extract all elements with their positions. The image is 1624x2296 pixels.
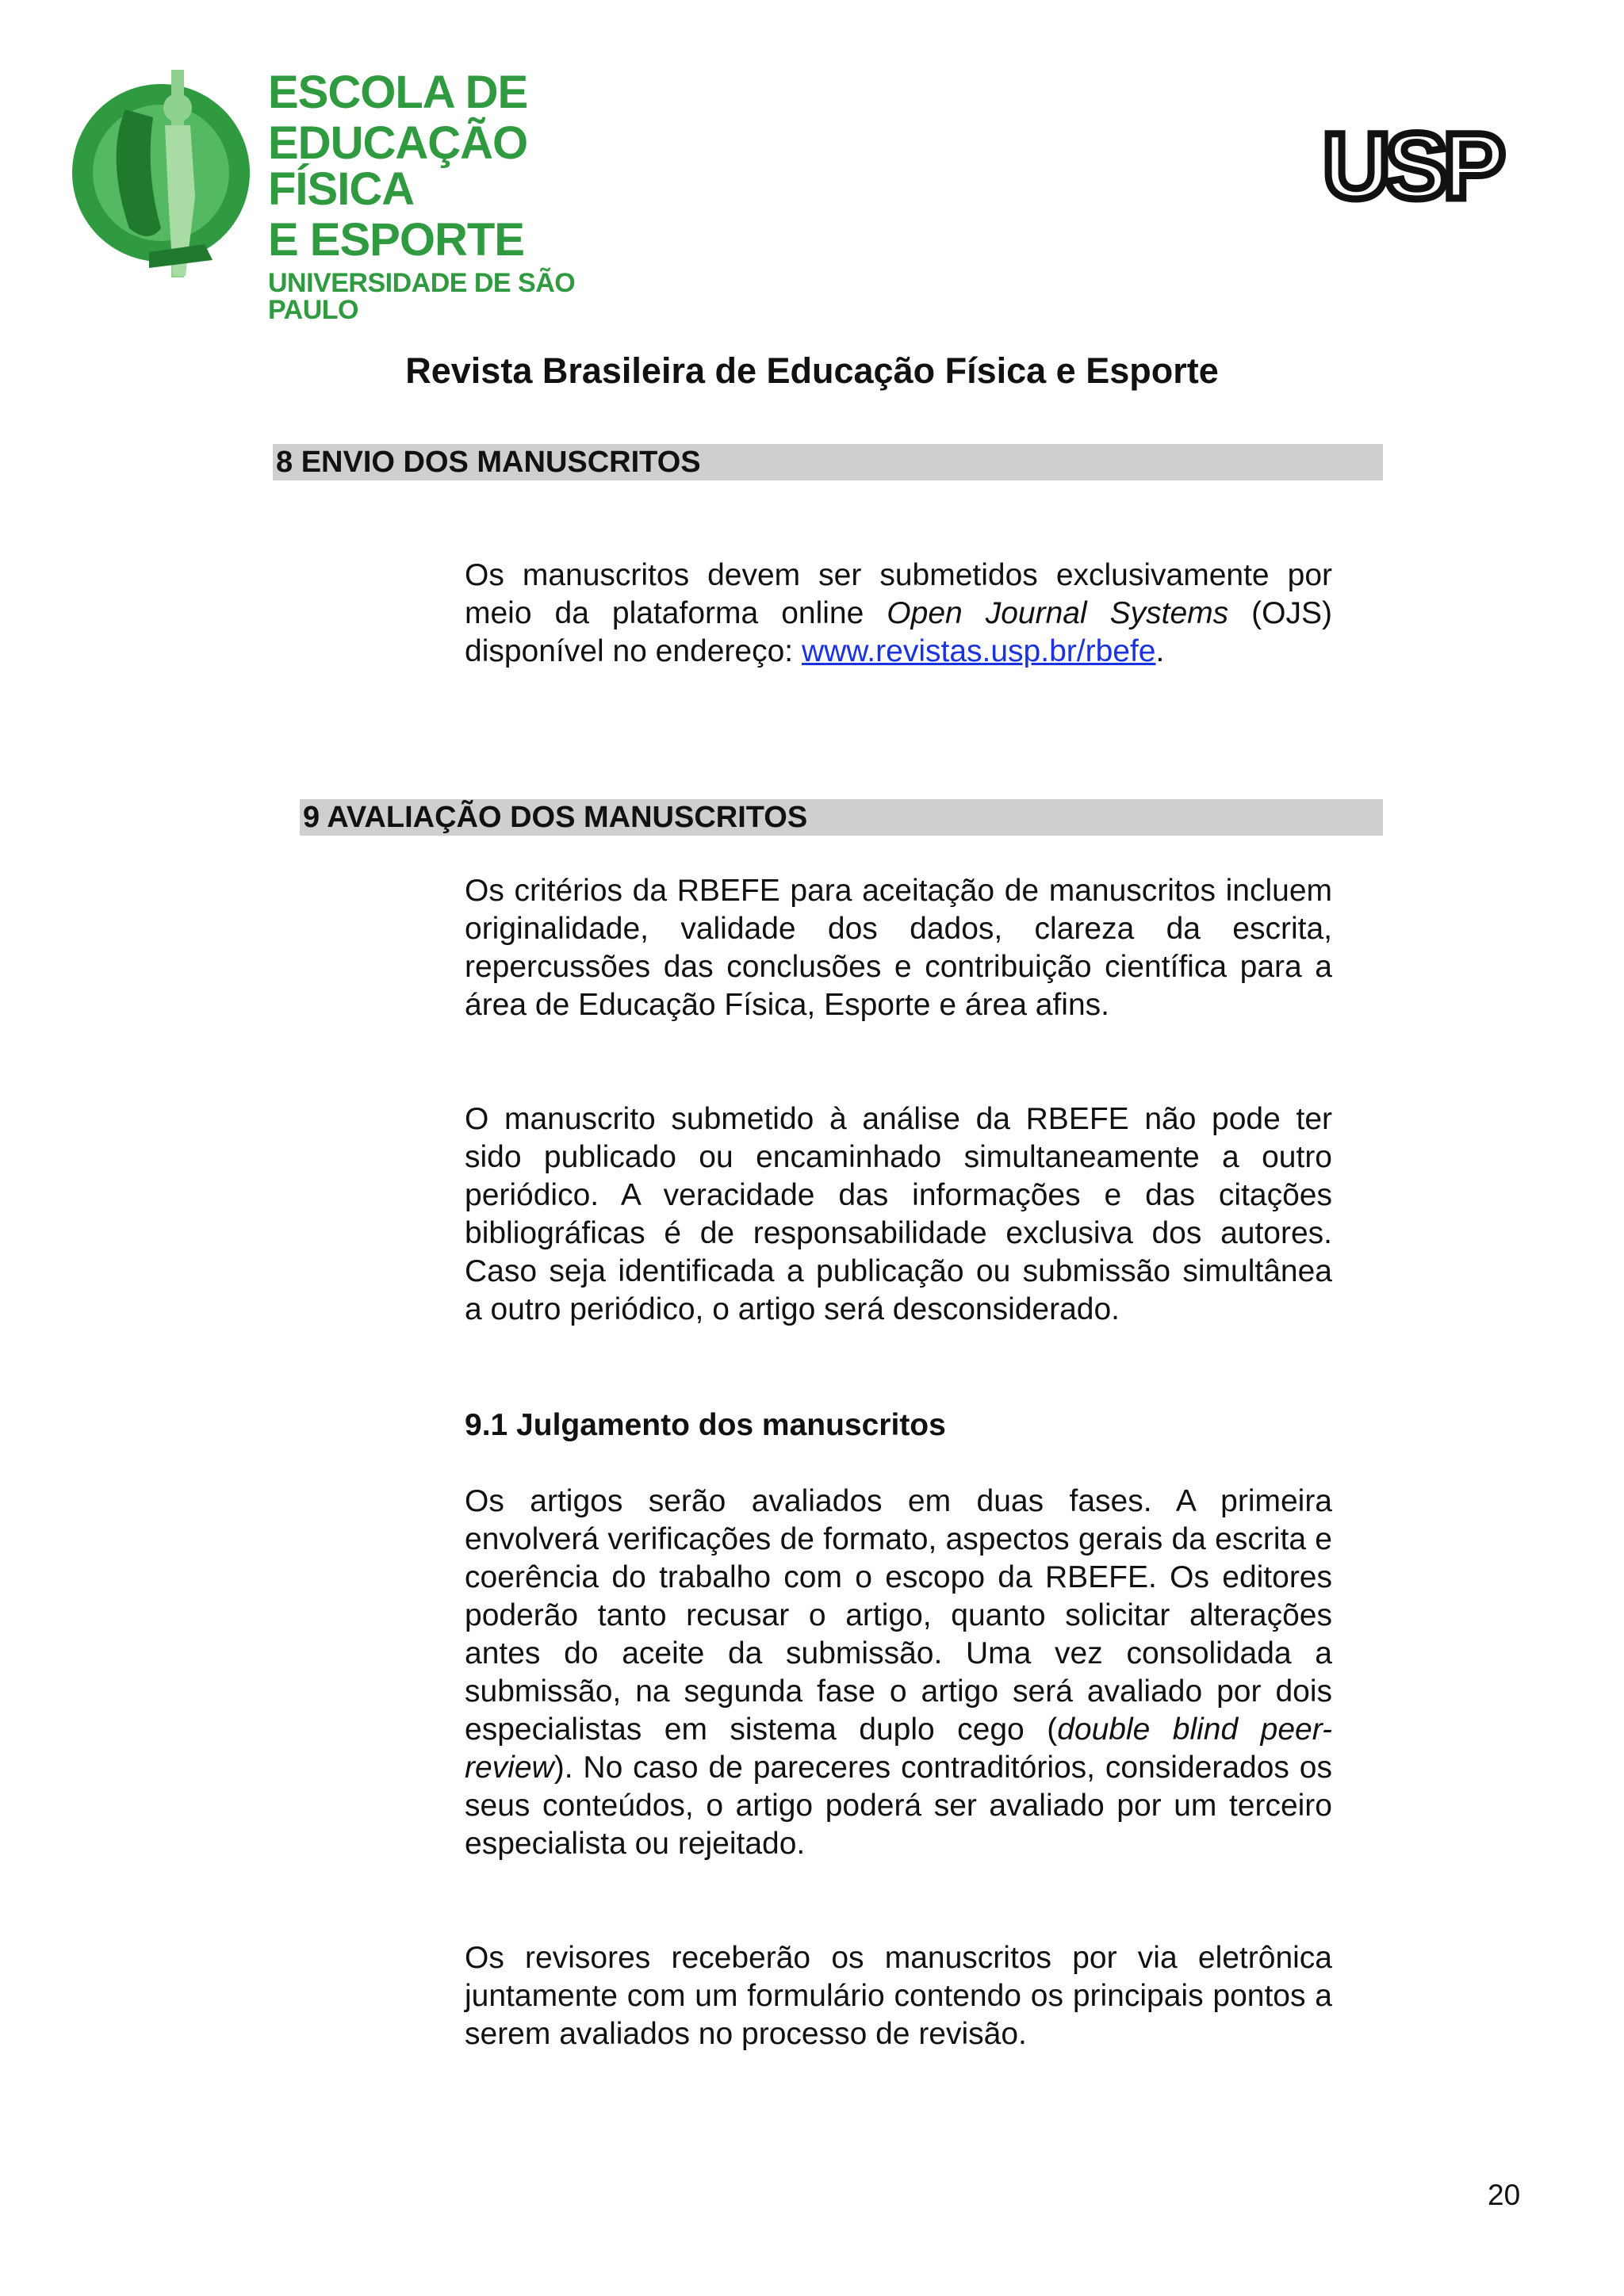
paragraph-text: Os critérios da RBEFE para aceitação de manuscritos incluem originalidade, validade dos dados, clareza da escrita, repercussões das conclusões e contribuição científica para a área de Educação Física, Esporte e área afins. xyxy=(465,874,1332,1022)
section-9-paragraph-2 xyxy=(465,1100,1332,1329)
section-8-body xyxy=(465,557,1332,671)
section-8-heading: 8 ENVIO DOS MANUSCRITOS xyxy=(273,444,1383,480)
section-9-1-heading: 9.1 Julgamento dos manuscritos xyxy=(465,1408,946,1442)
athlete-emblem-icon xyxy=(70,62,260,284)
text-span: ). No caso de pareceres contraditórios, considerados os seus conteúdos, o artigo poderá ser avaliado por um terceiro especialista ou rejeitado. xyxy=(465,1751,1332,1861)
paragraph-text: O manuscrito submetido à análise da RBEFE não pode ter sido publicado ou encaminhado simultaneamente a outro periódico. A veracidade das informações e das citações bibliográficas é de responsabilidade exclusiva dos autores. Caso seja identificada a publicação ou submissão simultânea a outro periódico, o artigo será desconsiderado. xyxy=(465,1102,1332,1326)
text-span: . xyxy=(1155,634,1165,668)
peer-review-emphasis: double blind peer-review xyxy=(465,1712,1332,1785)
paragraph-text xyxy=(465,1483,1332,1863)
section-9-1-paragraph-2 xyxy=(465,1939,1332,2053)
section-9-paragraph-1 xyxy=(465,872,1332,1024)
ojs-emphasis: Open Journal Systems xyxy=(887,596,1229,630)
page-number: 20 xyxy=(1488,2179,1521,2211)
school-logo-text xyxy=(268,67,625,325)
journal-title: Revista Brasileira de Educação Física e Esporte xyxy=(405,350,1219,391)
school-logo-line4: UNIVERSIDADE DE SÃO PAULO xyxy=(268,268,576,325)
section-9-1-paragraph-1 xyxy=(465,1483,1332,1863)
section-8-paragraph xyxy=(465,557,1332,671)
rbefe-link[interactable]: www.revistas.usp.br/rbefe xyxy=(801,634,1156,668)
usp-logo-text: USP xyxy=(1323,121,1501,208)
school-logo-line2: EDUCAÇÃO FÍSICA xyxy=(268,117,528,215)
school-logo-line3: E ESPORTE xyxy=(268,214,524,266)
text-span: Os artigos serão avaliados em duas fases. A primeira envolverá verificações de formato, aspectos gerais da escrita e coerência do trabalho com o escopo da RBEFE. Os editores poderão tanto recusar o artigo, quanto solicitar alterações antes do aceite da submissão. Uma vez consolidada a submissão, na segunda fase o artigo será avaliado por dois especialistas em sistema duplo cego ( xyxy=(465,1484,1332,1747)
school-logo-line1: ESCOLA DE xyxy=(268,67,528,118)
text-span: Os manuscritos devem ser submetidos exclusivamente por meio da plataforma online xyxy=(465,558,1332,630)
usp-logo-icon xyxy=(1323,121,1521,208)
text-span: (OJS) disponível no endereço: xyxy=(465,596,1332,668)
section-9-heading: 9 AVALIAÇÃO DOS MANUSCRITOS xyxy=(300,799,1383,836)
paragraph-text: Os revisores receberão os manuscritos por via eletrônica juntamente com um formulário contendo os principais pontos a serem avaliados no processo de revisão. xyxy=(465,1941,1332,2051)
school-logo xyxy=(70,62,625,325)
